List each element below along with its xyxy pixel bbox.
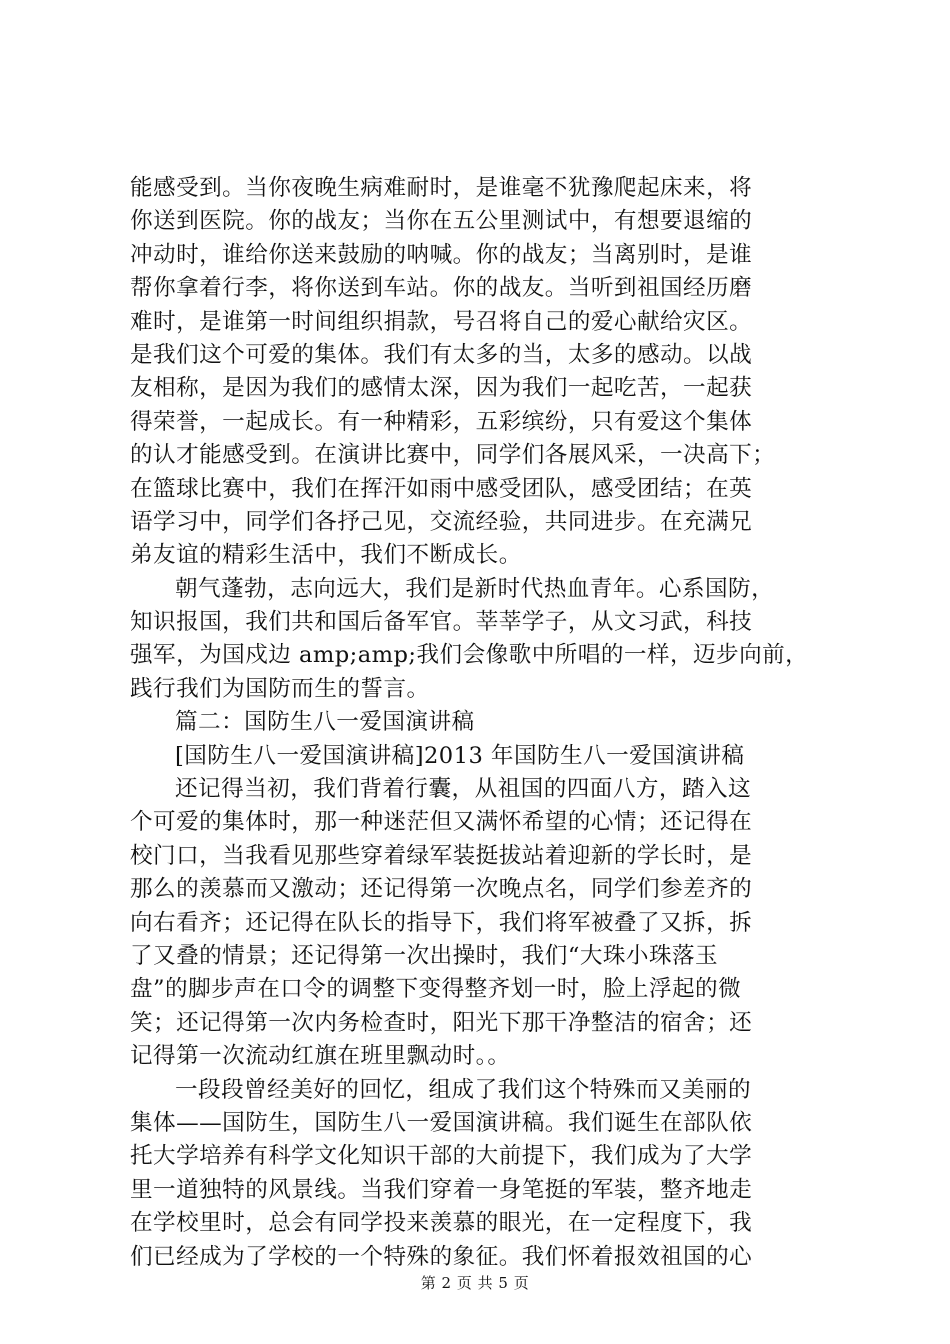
text-line: 是我们这个可爱的集体。我们有太多的当，太多的感动。以战	[130, 341, 753, 368]
text-line: 你送到医院。你的战友；当你在五公里测试中，有想要退缩的	[130, 208, 753, 235]
text-line: 朝气蓬勃，志向远大，我们是新时代热血青年。心系国防，	[175, 575, 775, 602]
text-line: 那么的羡慕而又激动；还记得第一次晚点名，同学们参差齐的	[130, 876, 753, 903]
text-line: 友相称，是因为我们的感情太深，因为我们一起吃苦，一起获	[130, 375, 753, 402]
text-line: 还记得当初，我们背着行囊，从祖国的四面八方，踏入这	[175, 776, 752, 803]
text-line: 里一道独特的风景线。当我们穿着一身笔挺的军装，整齐地走	[130, 1176, 753, 1203]
text-line: 托大学培养有科学文化知识干部的大前提下，我们成为了大学	[130, 1143, 753, 1170]
text-line: 笑；还记得第一次内务检查时，阳光下那干净整洁的宿舍；还	[130, 1009, 753, 1036]
text-line: 语学习中，同学们各抒己见，交流经验，共同进步。在充满兄	[130, 508, 753, 535]
text-line: 了又叠的情景；还记得第一次出操时，我们“大珠小珠落玉	[130, 942, 719, 969]
text-line: 一段段曾经美好的回忆，组成了我们这个特殊而又美丽的	[175, 1076, 752, 1103]
text-line: 篇二：国防生八一爱国演讲稿	[175, 709, 475, 736]
text-line: 向右看齐；还记得在队长的指导下，我们将军被叠了又拆，拆	[130, 909, 753, 936]
text-line: 得荣誉，一起成长。有一种精彩，五彩缤纷，只有爱这个集体	[130, 408, 753, 435]
document-body	[130, 172, 830, 1274]
text-line: 弟友谊的精彩生活中，我们不断成长。	[130, 542, 522, 569]
text-line: 知识报国，我们共和国后备军官。莘莘学子，从文习武，科技	[130, 609, 753, 636]
text-line: 的认才能感受到。在演讲比赛中，同学们各展风采，一决高下；	[130, 442, 776, 469]
text-line: 校门口，当我看见那些穿着绿军装挺拔站着迎新的学长时，是	[130, 842, 753, 869]
text-line: 在篮球比赛中，我们在挥汗如雨中感受团队，感受团结；在英	[130, 475, 753, 502]
text-line: 强军，为国戍边 amp;amp;我们会像歌中所唱的一样，迈步向前，	[130, 642, 809, 669]
text-line: [国防生八一爱国演讲稿]2013 年国防生八一爱国演讲稿	[175, 742, 745, 769]
text-line: 们已经成为了学校的一个特殊的象征。我们怀着报效祖国的心	[130, 1243, 753, 1270]
text-line: 冲动时，谁给你送来鼓励的呐喊。你的战友；当离别时，是谁	[130, 241, 753, 268]
text-line: 帮你拿着行李，将你送到车站。你的战友。当听到祖国经历磨	[130, 275, 753, 302]
text-line: 践行我们为国防而生的誓言。	[130, 675, 430, 702]
text-line: 集体——国防生，国防生八一爱国演讲稿。我们诞生在部队依	[130, 1109, 753, 1136]
text-line: 能感受到。当你夜晚生病难耐时，是谁毫不犹豫爬起床来，将	[130, 175, 753, 201]
page-footer: 第 2 页 共 5 页	[420, 1274, 530, 1292]
text-line: 难时，是谁第一时间组织捐款，号召将自己的爱心献给灾区。	[130, 308, 753, 335]
text-line: 盘”的脚步声在口令的调整下变得整齐划一时，脸上浮起的微	[130, 976, 742, 1003]
text-line: 记得第一次流动红旗在班里飘动时。。	[130, 1043, 511, 1070]
text-line: 在学校里时，总会有同学投来羡慕的眼光，在一定程度下，我	[130, 1210, 753, 1237]
text-line: 个可爱的集体时，那一种迷茫但又满怀希望的心情；还记得在	[130, 809, 753, 836]
